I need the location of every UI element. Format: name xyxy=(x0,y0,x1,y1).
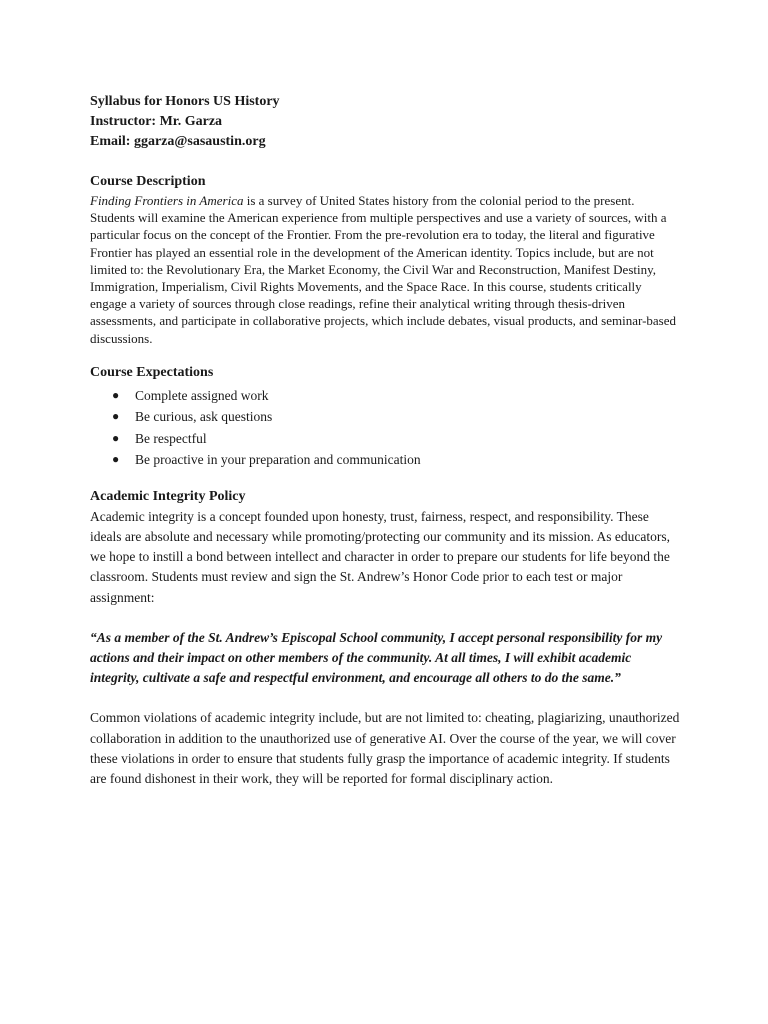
course-title-italic: Finding Frontiers in America xyxy=(90,193,244,208)
honor-code-quote: “As a member of the St. Andrew’s Episcopal School community, I accept personal responsibility for my actions and their impact on other members of the community. At all times, I will exhibit academic integrity, cultivate a safe and respectful environment, and encourage all others to do the same.” xyxy=(90,629,663,686)
bullet-icon: ● xyxy=(112,430,120,445)
list-item xyxy=(90,406,680,428)
course-description-section xyxy=(90,172,680,347)
expectation-text: Complete assigned work xyxy=(135,387,269,403)
bullet-icon: ● xyxy=(112,387,120,402)
email-line: Email: ggarza@sasaustin.org xyxy=(90,134,266,149)
bullet-icon: ● xyxy=(112,409,120,424)
course-description-body: is a survey of United States history from the colonial period to the present. Students will examine the American experience from multiple perspectives and use a variety of sources, with a particular focus on the concept of the Frontier. From the pre-revolution era to today, the literal and figurative Frontier has played an essential role in the development of the American identity. Topics include, but are not limited to: the Revolutionary Era, the Market Economy, the Civil War and Reconstruction, Manifest Destiny, Immigration, Imperialism, Civil Rights Movements, and the Space Race. In this course, students critically engage a variety of sources through close readings, refine their analytical writing through thesis-driven assessments, and participate in collaborative projects, which include debates, visual products, and seminar-based discussions. xyxy=(90,193,677,346)
academic-integrity-paragraph: Academic integrity is a concept founded upon honesty, trust, fairness, respect, and responsibility. These ideals are absolute and necessary while promoting/protecting our community and its mission. As educators, we hope to instill a bond between intellect and character in order to prepare our students for life beyond the classroom. Students must review and sign the St. Andrew’s Honor Code prior to each test or major assignment: xyxy=(90,508,670,605)
expectation-text: Be curious, ask questions xyxy=(135,409,273,425)
syllabus-header xyxy=(90,92,680,152)
expectations-list xyxy=(90,385,680,471)
list-item xyxy=(90,449,680,471)
syllabus-title: Syllabus for Honors US History xyxy=(90,94,280,109)
course-expectations-section xyxy=(90,363,680,471)
academic-integrity-heading: Academic Integrity Policy xyxy=(90,488,246,504)
violations-paragraph: Common violations of academic integrity include, but are not limited to: cheating, plagiarizing, unauthorized collaboration in addition to the unauthorized use of generative AI. Over the course of the year, we will cover these violations in order to ensure that students fully grasp the importance of academic integrity. If students are found dishonest in their work, they will be reported for formal disciplinary action. xyxy=(90,710,680,787)
course-expectations-heading: Course Expectations xyxy=(90,364,214,380)
expectation-text: Be respectful xyxy=(135,430,207,446)
expectation-text: Be proactive in your preparation and communication xyxy=(135,452,421,468)
list-item xyxy=(90,428,680,450)
instructor-line: Instructor: Mr. Garza xyxy=(90,114,223,129)
list-item xyxy=(90,385,680,407)
bullet-icon: ● xyxy=(112,452,120,467)
course-description-text xyxy=(90,192,680,347)
course-description-heading: Course Description xyxy=(90,174,206,189)
academic-integrity-section xyxy=(90,487,680,789)
document-body xyxy=(90,92,680,789)
